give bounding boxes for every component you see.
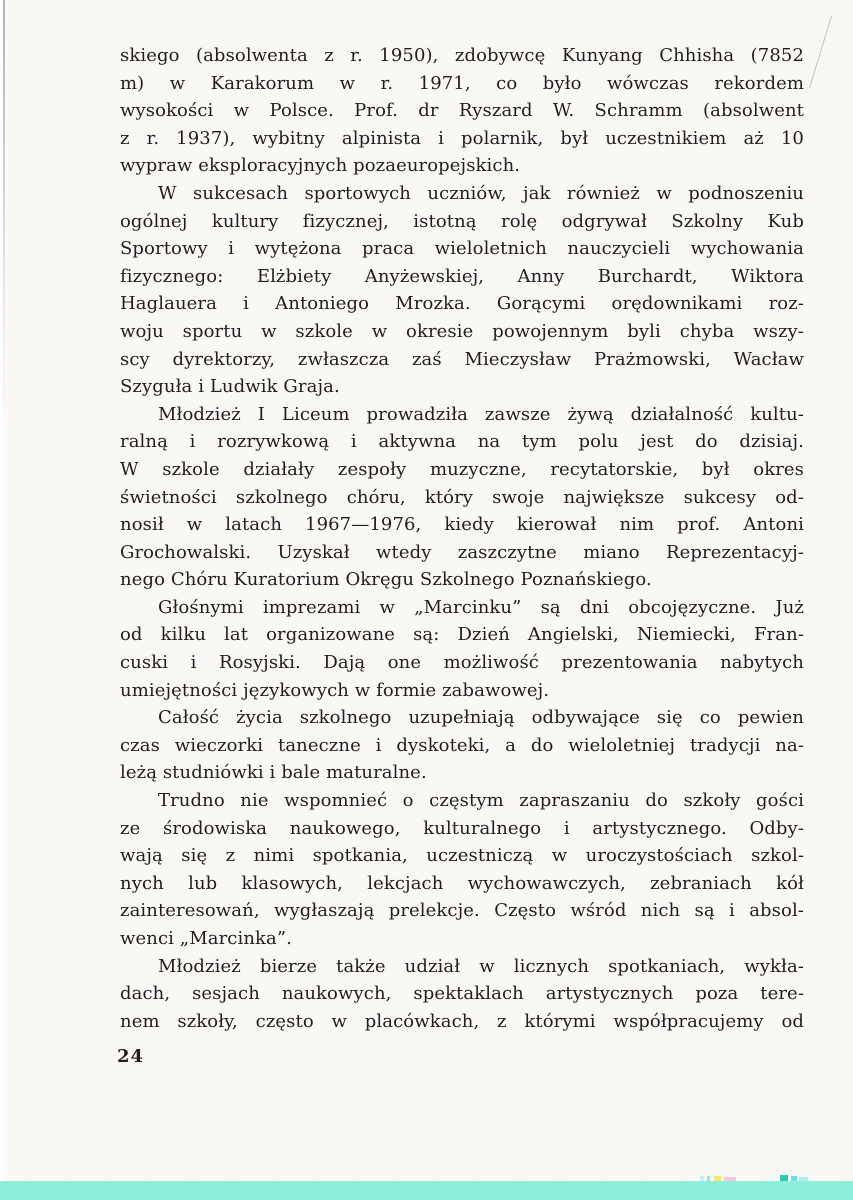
text-line: wenci „Marcinka”. xyxy=(120,928,292,949)
paragraph-3 xyxy=(120,401,804,594)
text-line: Trudno nie wspomnieć o częstym zapraszaniu do szkoły gości xyxy=(158,790,804,812)
text-line: Szyguła i Ludwik Graja. xyxy=(120,376,340,398)
text-line: wysokości w Polsce. Prof. dr Ryszard W. Schramm (absolwent xyxy=(120,100,804,122)
text-line: Całość życia szkolnego uzupełniają odbywające się co pewien xyxy=(158,707,804,729)
paragraph-5 xyxy=(120,704,804,787)
text-line: nego Chóru Kuratorium Okręgu Szkolnego Poznańskiego. xyxy=(120,569,652,591)
scratch-mark xyxy=(809,16,832,89)
text-line: ralną i rozrywkową i aktywna na tym polu jest do dzisiaj. xyxy=(120,431,804,453)
text-line: W sukcesach sportowych uczniów, jak również w podnoszeniu xyxy=(158,182,804,204)
paragraph-1 xyxy=(120,42,804,180)
text-line: skiego (absolwenta z r. 1950), zdobywcę Kunyang Chhisha (7852 xyxy=(120,45,804,66)
text-line: Młodzież I Liceum prowadziła zawsze żywą działalność kultu- xyxy=(158,403,804,425)
text-line: cuski i Rosyjski. Dają one możliwość prezentowania nabytych xyxy=(120,652,804,674)
text-line: nem szkoły, często w placówkach, z którymi współpracujemy od xyxy=(120,1010,804,1032)
page-number: 24 xyxy=(117,1046,145,1067)
text-line: woju sportu w szkole w okresie powojennym byli chyba wszy- xyxy=(120,320,804,342)
text-block xyxy=(120,42,804,1035)
text-line: świetności szkolnego chóru, który swoje największe sukcesy od- xyxy=(120,486,804,508)
text-line: z r. 1937), wybitny alpinista i polarnik, był uczestnikiem aż 10 xyxy=(120,127,804,149)
text-line: nych lub klasowych, lekcjach wychowawczych, zebraniach kół xyxy=(120,872,804,894)
text-line: m) w Karakorum w r. 1971, co było wówczas rekordem xyxy=(120,72,804,94)
text-line: fizycznego: Elżbiety Anyżewskiej, Anny Burchardt, Wiktora xyxy=(120,265,804,287)
text-line: nosił w latach 1967—1976, kiedy kierował nim prof. Antoni xyxy=(120,514,804,536)
paragraph-2 xyxy=(120,180,804,401)
text-line: ze środowiska naukowego, kulturalnego i artystycznego. Odby- xyxy=(120,817,804,839)
text-line: Sportowy i wytężona praca wieloletnich nauczycieli wychowania xyxy=(120,238,804,260)
text-line: Młodzież bierze także udział w licznych spotkaniach, wykła- xyxy=(158,955,804,977)
scan-artifact-teal-bar xyxy=(0,1181,853,1200)
paragraph-4 xyxy=(120,594,804,704)
text-line: Głośnymi imprezami w „Marcinku” są dni obcojęzyczne. Już xyxy=(158,596,804,618)
text-line: zainteresowań, wygłaszają prelekcje. Często wśród nich są i absol- xyxy=(120,900,804,922)
text-line: ogólnej kultury fizycznej, istotną rolę odgrywał Szkolny Kub xyxy=(120,210,804,232)
left-edge-crease xyxy=(3,0,5,430)
text-line: Grochowalski. Uzyskał wtedy zaszczytne miano Reprezentacyj- xyxy=(120,541,804,563)
paragraph-7 xyxy=(120,953,804,1036)
text-line: umiejętności językowych w formie zabawowej. xyxy=(120,679,550,701)
text-line: od kilku lat organizowane są: Dzień Angielski, Niemiecki, Fran- xyxy=(120,624,804,646)
text-line: leżą studniówki i bale maturalne. xyxy=(120,762,427,784)
text-line: czas wieczorki taneczne i dyskoteki, a do wieloletniej tradycji na- xyxy=(120,734,804,756)
text-line: W szkole działały zespoły muzyczne, recytatorskie, był okres xyxy=(120,458,804,480)
text-line: dach, sesjach naukowych, spektaklach artystycznych poza tere- xyxy=(120,983,804,1005)
text-line: wypraw eksploracyjnych pozaeuropejskich. xyxy=(120,155,521,177)
text-line: scy dyrektorzy, zwłaszcza zaś Mieczysław Prażmowski, Wacław xyxy=(120,348,804,370)
text-line: wają się z nimi spotkania, uczestniczą w uroczystościach szkol- xyxy=(120,845,804,867)
paragraph-6 xyxy=(120,787,804,953)
text-line: Haglauera i Antoniego Mrozka. Gorącymi orędownikami roz- xyxy=(120,293,804,315)
